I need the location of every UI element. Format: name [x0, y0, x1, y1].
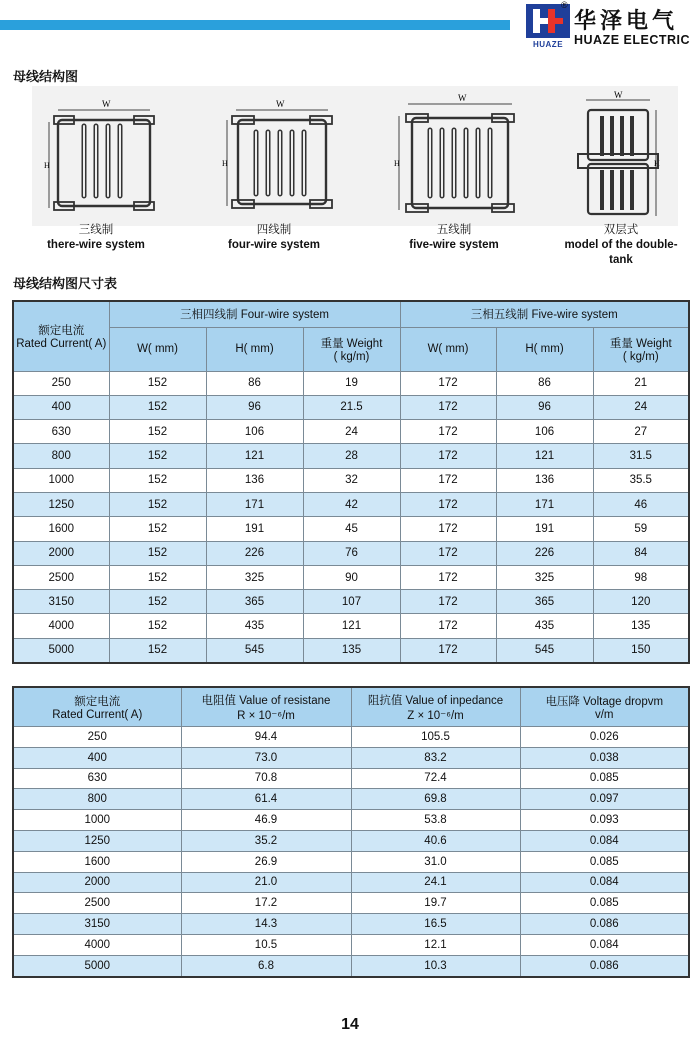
table-cell: 172: [400, 590, 496, 614]
table-row: [13, 395, 689, 419]
table-cell: 86: [206, 371, 303, 395]
table-row: [13, 444, 689, 468]
table-cell: 152: [109, 468, 206, 492]
table-cell: 12.1: [351, 934, 520, 955]
table-row: [13, 872, 689, 893]
table-cell: 121: [496, 444, 593, 468]
table-cell: 76: [303, 541, 400, 565]
caption-cn: 三线制: [78, 224, 114, 236]
table-cell: 800: [13, 789, 181, 810]
table-cell: 121: [206, 444, 303, 468]
height-label: H: [394, 159, 400, 168]
table-cell: 365: [496, 590, 593, 614]
table-row: [13, 517, 689, 541]
table-cell: 35.5: [593, 468, 689, 492]
table-cell: 14.3: [181, 914, 351, 935]
table-cell: 0.084: [520, 830, 689, 851]
table-cell: 2500: [13, 565, 109, 589]
table-cell: 21.5: [303, 395, 400, 419]
table-cell: 435: [206, 614, 303, 638]
table-cell: 72.4: [351, 768, 520, 789]
double-tank-busbar-diagram-icon: [574, 90, 664, 224]
dimension-table-title: 母线结构图尺寸表: [13, 276, 118, 291]
w-header: W( mm): [109, 327, 206, 371]
table-cell: 98: [593, 565, 689, 589]
table-cell: 171: [206, 492, 303, 516]
four-wire-group-header: 三相四线制 Four-wire system: [109, 301, 400, 327]
height-label: H: [44, 161, 50, 170]
logo-text: HUAZE: [532, 40, 564, 49]
table-cell: 70.8: [181, 768, 351, 789]
table-cell: 172: [400, 492, 496, 516]
caption-en: four-wire system: [227, 239, 321, 251]
table-cell: 120: [593, 590, 689, 614]
table-row: [13, 614, 689, 638]
table-cell: 27: [593, 420, 689, 444]
table-cell: 250: [13, 371, 109, 395]
weight-label: 重量 Weight: [609, 338, 672, 350]
table-cell: 90: [303, 565, 400, 589]
electrical-table: [12, 686, 690, 978]
table-row: [13, 955, 689, 976]
table-row: [13, 914, 689, 935]
resistance-label: 电阻值 Value of resistane: [201, 695, 331, 707]
table-cell: 152: [109, 395, 206, 419]
table-cell: 172: [400, 444, 496, 468]
table-cell: 4000: [13, 934, 181, 955]
table-cell: 61.4: [181, 789, 351, 810]
table-cell: 1250: [13, 492, 109, 516]
table-row: [13, 420, 689, 444]
caption-four-wire: [218, 223, 330, 253]
dimension-table: [12, 300, 690, 664]
weight-header: [303, 327, 400, 371]
weight-unit: ( kg/m): [333, 351, 370, 363]
width-label: W: [458, 93, 467, 103]
table-cell: 136: [206, 468, 303, 492]
table-cell: 135: [303, 638, 400, 663]
table-cell: 365: [206, 590, 303, 614]
height-label: H: [222, 159, 228, 168]
voltage-drop-header: [520, 687, 689, 727]
rated-current-header: [13, 301, 109, 371]
table-cell: 545: [496, 638, 593, 663]
registered-mark: ®: [561, 0, 568, 10]
table-cell: 172: [400, 395, 496, 419]
header-accent-bar: [0, 20, 510, 30]
table-cell: 96: [206, 395, 303, 419]
table-cell: 106: [496, 420, 593, 444]
table-row: [13, 893, 689, 914]
table-row: [13, 789, 689, 810]
table-cell: 1250: [13, 830, 181, 851]
table-cell: 0.086: [520, 955, 689, 976]
table-cell: 250: [13, 727, 181, 748]
caption-cn: 五线制: [436, 224, 472, 236]
table-cell: 136: [496, 468, 593, 492]
table-cell: 84: [593, 541, 689, 565]
four-wire-busbar-diagram-icon: [222, 96, 342, 221]
table-cell: 3150: [13, 914, 181, 935]
table-cell: 73.0: [181, 747, 351, 768]
table-cell: 45: [303, 517, 400, 541]
caption-en: five-wire system: [409, 239, 499, 251]
table-cell: 21.0: [181, 872, 351, 893]
table-cell: 46: [593, 492, 689, 516]
table-cell: 150: [593, 638, 689, 663]
table-cell: 1000: [13, 810, 181, 831]
resistance-header: [181, 687, 351, 727]
table-cell: 105.5: [351, 727, 520, 748]
rated-current-header: [13, 687, 181, 727]
table-row: [13, 492, 689, 516]
table-cell: 5000: [13, 638, 109, 663]
table-cell: 2000: [13, 872, 181, 893]
table-cell: 1600: [13, 851, 181, 872]
table-cell: 10.5: [181, 934, 351, 955]
table-cell: 191: [496, 517, 593, 541]
table-row: [13, 747, 689, 768]
table-row: [13, 590, 689, 614]
five-wire-busbar-diagram-icon: [394, 92, 524, 222]
table-cell: 0.097: [520, 789, 689, 810]
brand-name-en: HUAZE ELECTRIC: [574, 33, 691, 47]
table-cell: 0.038: [520, 747, 689, 768]
table-cell: 35.2: [181, 830, 351, 851]
table-row: [13, 371, 689, 395]
table-cell: 226: [206, 541, 303, 565]
h-header: H( mm): [206, 327, 303, 371]
three-wire-busbar-diagram-icon: [44, 96, 164, 221]
table-cell: 40.6: [351, 830, 520, 851]
caption-five-wire: [398, 223, 510, 253]
table-row: [13, 851, 689, 872]
width-label: W: [102, 99, 111, 109]
table-cell: 172: [400, 420, 496, 444]
table-cell: 152: [109, 638, 206, 663]
weight-unit: ( kg/m): [622, 351, 659, 363]
caption-three-wire: [40, 223, 152, 253]
table-cell: 325: [496, 565, 593, 589]
table-cell: 96: [496, 395, 593, 419]
rated-current-cn: 额定电流: [38, 325, 85, 338]
caption-cn: 四线制: [256, 224, 292, 236]
table-cell: 121: [303, 614, 400, 638]
table-cell: 226: [496, 541, 593, 565]
table-cell: 172: [400, 638, 496, 663]
table-cell: 152: [109, 444, 206, 468]
table-row: [13, 934, 689, 955]
table-cell: 21: [593, 371, 689, 395]
impedance-label: 阻抗值 Value of inpedance: [367, 695, 504, 707]
brand-name-cn: 华泽电气: [574, 8, 679, 33]
table-cell: 3150: [13, 590, 109, 614]
table-cell: 16.5: [351, 914, 520, 935]
table-cell: 172: [400, 517, 496, 541]
table-cell: 325: [206, 565, 303, 589]
caption-en: there-wire system: [47, 239, 145, 251]
voltage-drop-unit: v/m: [594, 709, 614, 721]
table-cell: 630: [13, 420, 109, 444]
table-cell: 2500: [13, 893, 181, 914]
weight-header: [593, 327, 689, 371]
table-cell: 400: [13, 747, 181, 768]
table-cell: 152: [109, 614, 206, 638]
table-row: [13, 638, 689, 663]
table-cell: 19.7: [351, 893, 520, 914]
table-cell: 0.085: [520, 851, 689, 872]
table-cell: 0.085: [520, 893, 689, 914]
table-cell: 0.084: [520, 872, 689, 893]
five-wire-group-header: 三相五线制 Five-wire system: [400, 301, 689, 327]
table-cell: 0.085: [520, 768, 689, 789]
table-cell: 1000: [13, 468, 109, 492]
table-cell: 28: [303, 444, 400, 468]
width-label: W: [276, 99, 285, 109]
weight-label: 重量 Weight: [320, 338, 383, 350]
table-cell: 0.026: [520, 727, 689, 748]
table-cell: 545: [206, 638, 303, 663]
table-cell: 32: [303, 468, 400, 492]
table-cell: 4000: [13, 614, 109, 638]
table-cell: 31.5: [593, 444, 689, 468]
table-cell: 152: [109, 565, 206, 589]
table-cell: 46.9: [181, 810, 351, 831]
table-cell: 59: [593, 517, 689, 541]
table-cell: 24: [303, 420, 400, 444]
table-cell: 31.0: [351, 851, 520, 872]
impedance-unit: Z × 10⁻⁶/m: [407, 710, 464, 722]
table-row: [13, 727, 689, 748]
table-row: [13, 768, 689, 789]
table-cell: 152: [109, 371, 206, 395]
table-cell: 5000: [13, 955, 181, 976]
table-cell: 135: [593, 614, 689, 638]
table-cell: 2000: [13, 541, 109, 565]
page-number: 14: [341, 1016, 359, 1033]
table-cell: 83.2: [351, 747, 520, 768]
table-cell: 435: [496, 614, 593, 638]
table-cell: 400: [13, 395, 109, 419]
table-cell: 1600: [13, 517, 109, 541]
table-cell: 172: [400, 371, 496, 395]
table-cell: 152: [109, 420, 206, 444]
table-row: [13, 830, 689, 851]
table-cell: 86: [496, 371, 593, 395]
table-cell: 0.086: [520, 914, 689, 935]
table-cell: 630: [13, 768, 181, 789]
table-cell: 19: [303, 371, 400, 395]
table-cell: 152: [109, 492, 206, 516]
table-cell: 107: [303, 590, 400, 614]
table-cell: 152: [109, 590, 206, 614]
table-cell: 94.4: [181, 727, 351, 748]
table-cell: 26.9: [181, 851, 351, 872]
table-cell: 172: [400, 565, 496, 589]
table-cell: 17.2: [181, 893, 351, 914]
voltage-drop-label: 电压降 Voltage dropvm: [545, 696, 664, 708]
diagrams-section-title: 母线结构图: [13, 69, 79, 84]
table-cell: 152: [109, 517, 206, 541]
rated-current-en: Rated Current( A): [52, 709, 143, 721]
table-row: [13, 468, 689, 492]
table-cell: 10.3: [351, 955, 520, 976]
table-row: [13, 541, 689, 565]
caption-double-tank: [554, 223, 688, 268]
caption-cn: 双层式: [603, 224, 639, 236]
table-cell: 172: [400, 541, 496, 565]
h-header: H( mm): [496, 327, 593, 371]
table-cell: 106: [206, 420, 303, 444]
table-cell: 0.084: [520, 934, 689, 955]
table-cell: 172: [400, 614, 496, 638]
height-label: H: [654, 159, 660, 168]
table-cell: 69.8: [351, 789, 520, 810]
impedance-header: [351, 687, 520, 727]
table-cell: 24: [593, 395, 689, 419]
rated-current-cn: 额定电流: [74, 696, 121, 708]
table-cell: 0.093: [520, 810, 689, 831]
table-cell: 6.8: [181, 955, 351, 976]
w-header: W( mm): [400, 327, 496, 371]
table-cell: 24.1: [351, 872, 520, 893]
table-row: [13, 565, 689, 589]
table-cell: 152: [109, 541, 206, 565]
resistance-unit: R × 10⁻⁶/m: [237, 710, 295, 722]
table-cell: 191: [206, 517, 303, 541]
table-cell: 53.8: [351, 810, 520, 831]
table-row: [13, 810, 689, 831]
caption-en: model of the double-tank: [564, 239, 678, 266]
table-cell: 42: [303, 492, 400, 516]
rated-current-en: Rated Current( A): [16, 338, 107, 351]
table-cell: 172: [400, 468, 496, 492]
table-cell: 800: [13, 444, 109, 468]
table-cell: 171: [496, 492, 593, 516]
width-label: W: [614, 90, 623, 100]
